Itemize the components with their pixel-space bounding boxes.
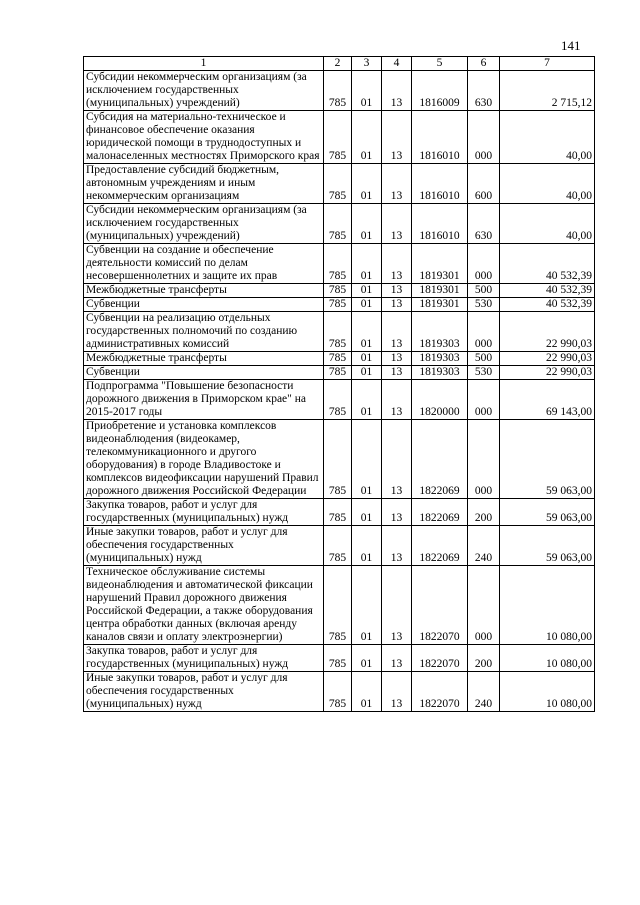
cell-amount: 22 990,03 [500,312,595,352]
cell-section-code: 01 [352,284,382,298]
cell-target-item-code: 1819303 [412,366,468,380]
cell-amount: 40 532,39 [500,284,595,298]
cell-expense-type-code: 500 [468,284,500,298]
cell-expense-type-code: 530 [468,366,500,380]
cell-amount: 10 080,00 [500,566,595,645]
cell-target-item-code: 1820000 [412,380,468,420]
cell-expense-type-code: 240 [468,526,500,566]
cell-target-item-code: 1822070 [412,566,468,645]
cell-target-item-code: 1819301 [412,244,468,284]
table-row [84,566,595,645]
cell-section-code: 01 [352,244,382,284]
row-name: Приобретение и установка комплексов видеонаблюдения (видеокамер, телекоммуникационного и другого оборудования) в городе Владивостоке и комплексов видеофиксации нарушений Правил дорожного движения Российской Федерации [84,420,324,499]
cell-expense-type-code: 240 [468,672,500,712]
row-name: Субвенции [84,366,324,380]
table-row [84,499,595,526]
cell-expense-type-code: 530 [468,298,500,312]
cell-ministry-code: 785 [324,526,352,566]
cell-subsection-code: 13 [382,352,412,366]
column-header: 2 [324,57,352,71]
cell-ministry-code: 785 [324,366,352,380]
row-name: Субвенции [84,298,324,312]
budget-table [83,56,595,712]
cell-subsection-code: 13 [382,71,412,111]
cell-section-code: 01 [352,366,382,380]
cell-amount: 59 063,00 [500,526,595,566]
cell-target-item-code: 1822069 [412,420,468,499]
row-name: Субсидии некоммерческим организациям (за исключением государственных (муниципальных) учреждений) [84,204,324,244]
cell-subsection-code: 13 [382,645,412,672]
table-row [84,244,595,284]
cell-section-code: 01 [352,111,382,164]
cell-expense-type-code: 200 [468,499,500,526]
cell-expense-type-code: 500 [468,352,500,366]
cell-amount: 10 080,00 [500,645,595,672]
cell-target-item-code: 1822069 [412,499,468,526]
cell-subsection-code: 13 [382,499,412,526]
cell-expense-type-code: 600 [468,164,500,204]
cell-ministry-code: 785 [324,298,352,312]
cell-amount: 2 715,12 [500,71,595,111]
cell-section-code: 01 [352,352,382,366]
cell-section-code: 01 [352,380,382,420]
table-row [84,366,595,380]
table-row [84,672,595,712]
cell-target-item-code: 1816010 [412,204,468,244]
row-name: Предоставление субсидий бюджетным, автономным учреждениям и иным некоммерческим организациям [84,164,324,204]
row-name: Межбюджетные трансферты [84,352,324,366]
table-row [84,164,595,204]
cell-ministry-code: 785 [324,380,352,420]
cell-expense-type-code: 000 [468,380,500,420]
cell-section-code: 01 [352,420,382,499]
cell-amount: 22 990,03 [500,366,595,380]
cell-section-code: 01 [352,204,382,244]
cell-amount: 59 063,00 [500,420,595,499]
cell-section-code: 01 [352,566,382,645]
cell-expense-type-code: 000 [468,566,500,645]
cell-ministry-code: 785 [324,164,352,204]
cell-target-item-code: 1819303 [412,352,468,366]
cell-target-item-code: 1816009 [412,71,468,111]
table-row [84,352,595,366]
cell-expense-type-code: 000 [468,312,500,352]
cell-section-code: 01 [352,164,382,204]
cell-subsection-code: 13 [382,244,412,284]
cell-expense-type-code: 630 [468,71,500,111]
row-name: Подпрограмма "Повышение безопасности дорожного движения в Приморском крае" на 2015-2017 годы [84,380,324,420]
cell-subsection-code: 13 [382,672,412,712]
table-row [84,284,595,298]
table-row [84,312,595,352]
row-name: Субвенции на создание и обеспечение деятельности комиссий по делам несовершеннолетних и защите их прав [84,244,324,284]
cell-ministry-code: 785 [324,71,352,111]
table-header-row [84,57,595,71]
cell-target-item-code: 1816010 [412,164,468,204]
cell-section-code: 01 [352,499,382,526]
cell-target-item-code: 1819301 [412,298,468,312]
row-name: Иные закупки товаров, работ и услуг для обеспечения государственных (муниципальных) нужд [84,672,324,712]
cell-expense-type-code: 630 [468,204,500,244]
cell-subsection-code: 13 [382,566,412,645]
cell-target-item-code: 1819301 [412,284,468,298]
cell-amount: 40,00 [500,204,595,244]
table-row [84,526,595,566]
cell-section-code: 01 [352,526,382,566]
cell-amount: 40,00 [500,164,595,204]
cell-ministry-code: 785 [324,312,352,352]
row-name: Субсидия на материально-техническое и финансовое обеспечение оказания юридической помощи в труднодоступных и малонаселенных местностях Приморского края [84,111,324,164]
cell-amount: 22 990,03 [500,352,595,366]
cell-ministry-code: 785 [324,566,352,645]
cell-expense-type-code: 000 [468,244,500,284]
cell-subsection-code: 13 [382,420,412,499]
cell-target-item-code: 1816010 [412,111,468,164]
table-row [84,380,595,420]
cell-amount: 69 143,00 [500,380,595,420]
cell-subsection-code: 13 [382,204,412,244]
row-name: Иные закупки товаров, работ и услуг для обеспечения государственных (муниципальных) нужд [84,526,324,566]
cell-amount: 40,00 [500,111,595,164]
row-name: Субсидии некоммерческим организациям (за исключением государственных (муниципальных) учреждений) [84,71,324,111]
column-header: 3 [352,57,382,71]
table-row [84,298,595,312]
page-number: 141 [561,38,581,53]
cell-ministry-code: 785 [324,204,352,244]
cell-ministry-code: 785 [324,645,352,672]
cell-target-item-code: 1822070 [412,672,468,712]
cell-amount: 40 532,39 [500,244,595,284]
table-row [84,71,595,111]
cell-ministry-code: 785 [324,284,352,298]
cell-target-item-code: 1822069 [412,526,468,566]
cell-ministry-code: 785 [324,420,352,499]
cell-ministry-code: 785 [324,244,352,284]
cell-section-code: 01 [352,312,382,352]
row-name: Субвенции на реализацию отдельных государственных полномочий по созданию административных комиссий [84,312,324,352]
row-name: Техническое обслуживание системы видеонаблюдения и автоматической фиксации нарушений Правил дорожного движения Российской Федерации, а также оборудования центра обработки данных (включая аренду каналов связи и оплату электроэнергии) [84,566,324,645]
cell-subsection-code: 13 [382,298,412,312]
cell-amount: 10 080,00 [500,672,595,712]
cell-section-code: 01 [352,71,382,111]
table-row [84,420,595,499]
cell-ministry-code: 785 [324,111,352,164]
row-name: Закупка товаров, работ и услуг для государственных (муниципальных) нужд [84,645,324,672]
cell-subsection-code: 13 [382,111,412,164]
cell-target-item-code: 1822070 [412,645,468,672]
cell-subsection-code: 13 [382,284,412,298]
table-row [84,645,595,672]
cell-ministry-code: 785 [324,499,352,526]
row-name: Закупка товаров, работ и услуг для государственных (муниципальных) нужд [84,499,324,526]
column-header: 6 [468,57,500,71]
cell-section-code: 01 [352,298,382,312]
cell-expense-type-code: 000 [468,420,500,499]
table-row [84,111,595,164]
cell-expense-type-code: 000 [468,111,500,164]
cell-section-code: 01 [352,645,382,672]
cell-subsection-code: 13 [382,526,412,566]
cell-target-item-code: 1819303 [412,312,468,352]
table-row [84,204,595,244]
cell-section-code: 01 [352,672,382,712]
column-header: 1 [84,57,324,71]
cell-ministry-code: 785 [324,352,352,366]
cell-subsection-code: 13 [382,380,412,420]
column-header: 4 [382,57,412,71]
cell-amount: 59 063,00 [500,499,595,526]
cell-subsection-code: 13 [382,312,412,352]
cell-subsection-code: 13 [382,164,412,204]
cell-expense-type-code: 200 [468,645,500,672]
cell-amount: 40 532,39 [500,298,595,312]
column-header: 5 [412,57,468,71]
cell-ministry-code: 785 [324,672,352,712]
column-header: 7 [500,57,595,71]
row-name: Межбюджетные трансферты [84,284,324,298]
cell-subsection-code: 13 [382,366,412,380]
